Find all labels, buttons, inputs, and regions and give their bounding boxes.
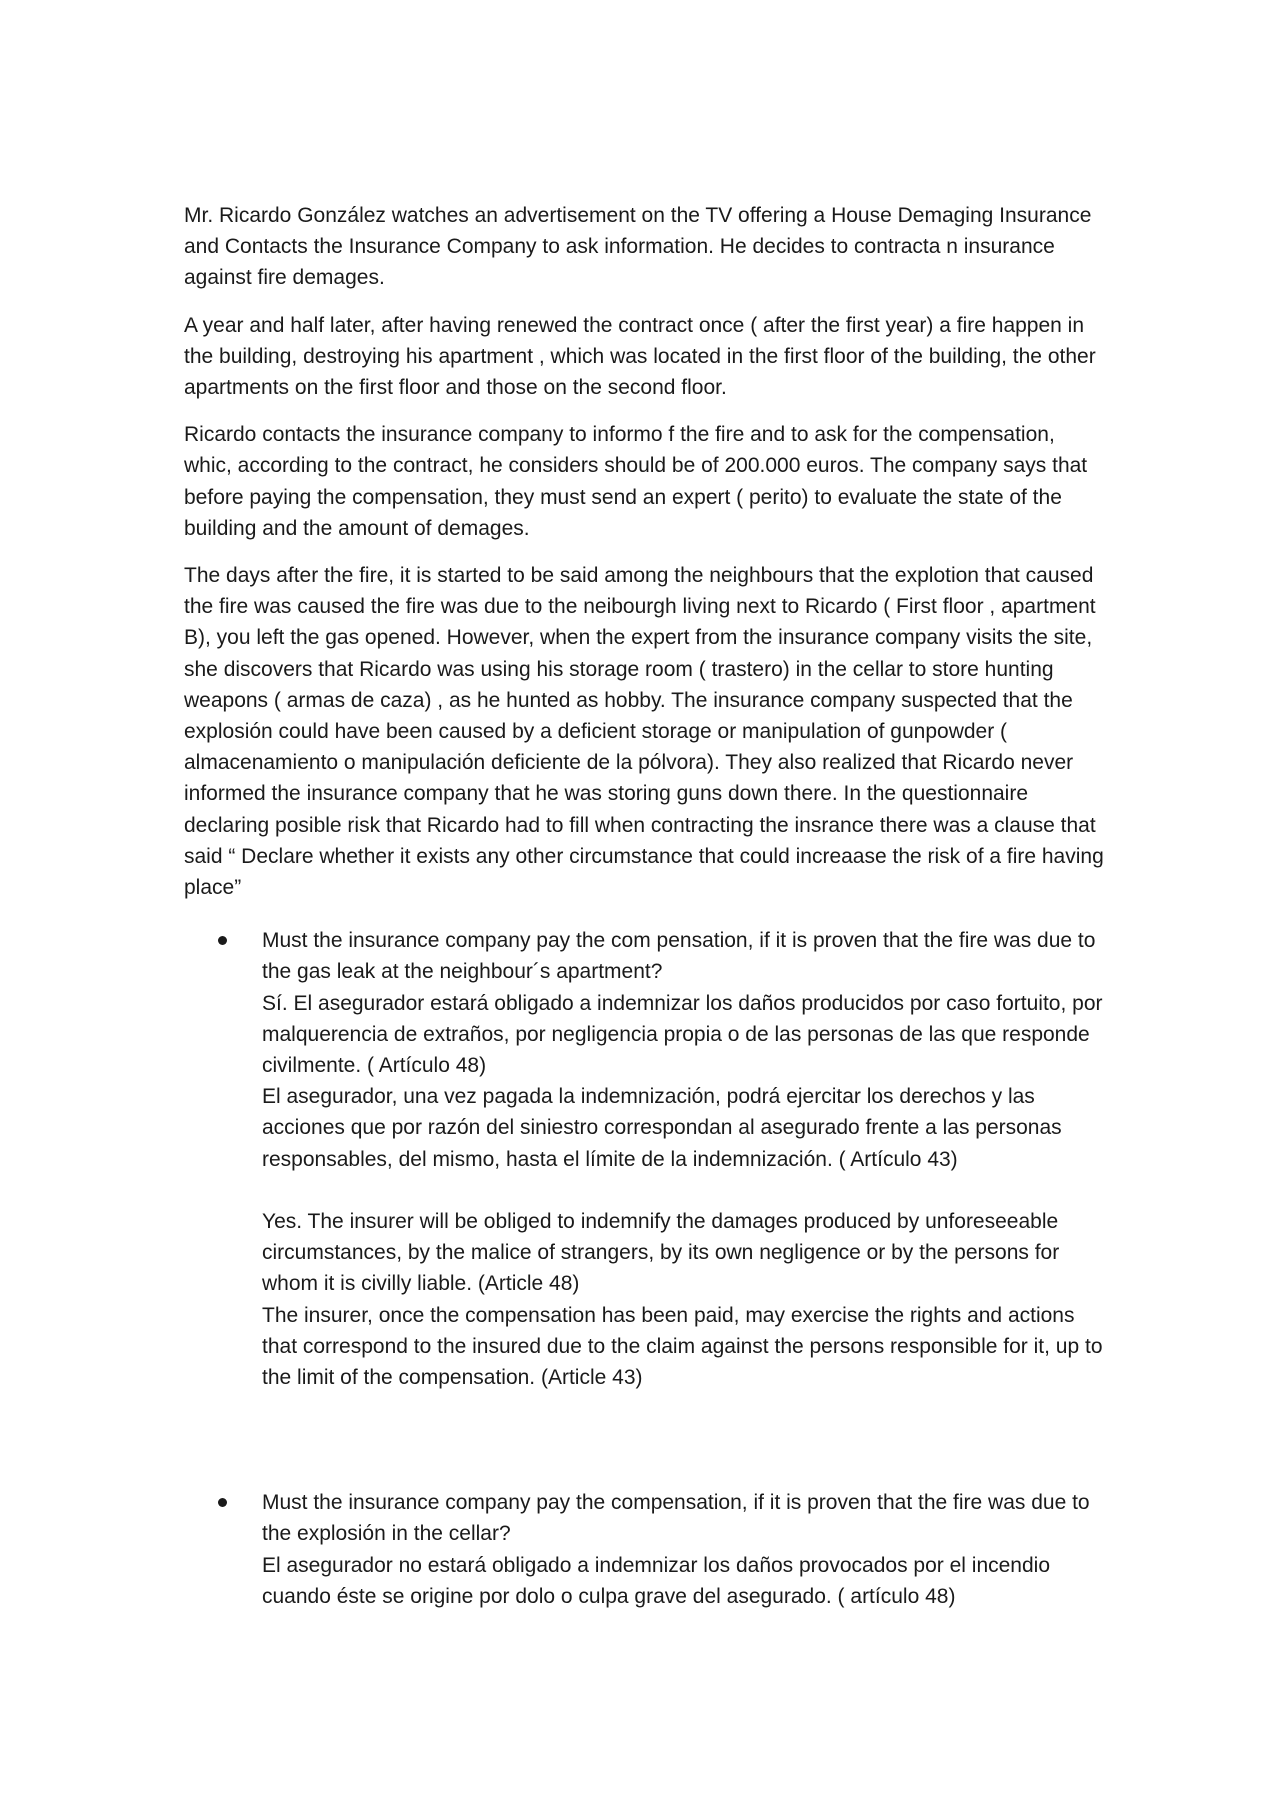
bullet-icon [218,936,227,945]
list-item-question-2 [184,1487,1104,1612]
question-list [184,925,1104,1612]
bullet-icon [218,1498,227,1507]
answer-es-article-48: El asegurador no estará obligado a indemnizar los daños provocados por el incendio cuando éste se origine por dolo o culpa grave del asegurado. ( artículo 48) [262,1553,1051,1608]
answer-es-article-48: Sí. El asegurador estará obligado a indemnizar los daños producidos por caso fortuito, por malquerencia de extraños, por negligencia propia o de las personas de las que responde civilmente. ( Artículo 48) [262,991,1103,1078]
paragraph-fire-event: A year and half later, after having renewed the contract once ( after the first year) a fire happen in the building, destroying his apartment , which was located in the first floor of the building, the other apartments on the first floor and those on the second floor. [184,313,1096,400]
question-text: Must the insurance company pay the compensation, if it is proven that the fire was due to the explosión in the cellar? [262,1491,1090,1546]
blank-line [262,1175,1104,1206]
paragraph-intro: Mr. Ricardo González watches an advertisement on the TV offering a House Demaging Insurance and Contacts the Insurance Company to ask information. He decides to contracta n insurance against fire demages. [184,204,1092,290]
answer-es-article-43: El asegurador, una vez pagada la indemnización, podrá ejercitar los derechos y las acciones que por razón del siniestro correspondan al asegurado frente a las personas responsables, del mismo, hasta el límite de la indemnización. ( Artículo 43) [262,1085,1062,1171]
answer-en-article-48: Yes. The insurer will be obliged to indemnify the damages produced by unforeseeable circumstances, by the malice of strangers, by its own negligence or by the persons for whom it is civilly liable. (Article 48) [262,1209,1060,1296]
paragraph-compensation-request: Ricardo contacts the insurance company to informo f the fire and to ask for the compensation, whic, according to the contract, he considers should be of 200.000 euros. The company says that before paying the compensation, they must send an expert ( perito) to evaluate the state of the building and the amount of demages. [184,423,1088,540]
paragraph-investigation: The days after the fire, it is started to be said among the neighbours that the explotion that caused the fire was caused the fire was due to the neibourgh living next to Ricardo ( First floor , apartment B), you left the gas opened. However, when the expert from the insurance company visits the site, she discovers that Ricardo was using his storage room ( trastero) in the cellar to store hunting weapons ( armas de caza) , as he hunted as hobby. The insurance company suspected that the explosión could have been caused by a deficient storage or manipulation of gunpowder ( almacenamiento o manipulación deficiente de la pólvora). They also realized that Ricardo never informed the insurance company that he was storing guns down there. In the questionnaire declaring posible risk that Ricardo had to fill when contracting the insrance there was a clause that said “ Declare whether it exists any other circumstance that could increaase the risk of a fire having place” [184,564,1104,900]
document-page [184,200,1104,1612]
list-item-question-1 [184,925,1104,1393]
answer-en-article-43: The insurer, once the compensation has been paid, may exercise the rights and actions that correspond to the insured due to the claim against the persons responsible for it, up to the limit of the compensation. (Article 43) [262,1303,1103,1389]
question-text: Must the insurance company pay the com pensation, if it is proven that the fire was due to the gas leak at the neighbour´s apartment? [262,929,1096,984]
